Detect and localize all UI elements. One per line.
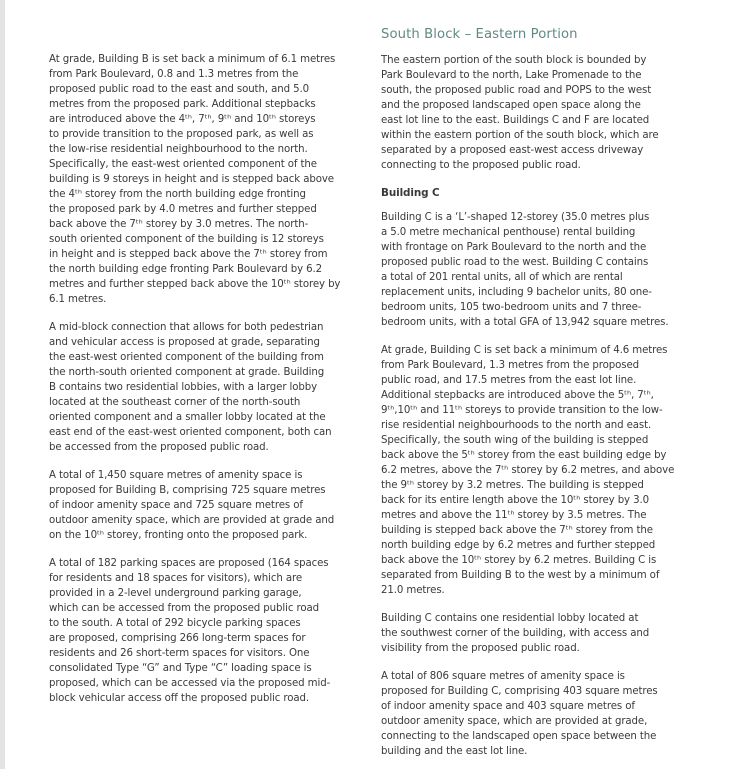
paragraph-building-b-parking: A total of 182 parking spaces are proposed (164 spaces for residents and 18 spaces for visitors), which are provided in a 2-level underground parking garage, which can be accessed from the proposed public road to the south. A total of 292 bicycle parking spaces are proposed, comprising 266 long-term spaces for residents and 26 short-term spaces for visitors. One consolidated Type “G” and Type “C” loading space is proposed, which can be accessed via the proposed mid- block vehicular access off the proposed public road.	[49, 558, 331, 704]
paragraph-building-b-amenity: A total of 1,450 square metres of amenity space is proposed for Building B, comprising 725 square metres of indoor amenity space and 725 square metres of outdoor amenity space, which are provided at grade and on the 10ᵗʰ storey, fronting onto the proposed park.	[49, 470, 335, 541]
section-heading: South Block – Eastern Portion	[381, 27, 578, 42]
paragraph-mid-block-connection: A mid-block connection that allows for both pedestrian and vehicular access is proposed at grade, separating the east-west oriented component of the building from the north-south oriented component at grade. Building B contains two residential lobbies, with a larger lobby located at the southeast corner of the north-south oriented component and a smaller lobby located at the east end of the east-west oriented component, both can be accessed from the proposed public road.	[49, 322, 332, 453]
subheading-building-c: Building C	[381, 187, 440, 199]
paragraph-building-c-overview: Building C is a ‘L’-shaped 12-storey (35.0 metres plus a 5.0 metre mechanical penthouse) rental building with frontage on Park Boulevard to the north and the proposed public road to the west. Building C contains a total of 201 rental units, all of which are rental replacement units, including 9 bachelor units, 80 one- bedroom units, 105 two-bedroom units and 7 three- bedroom units, with a total GFA of 13,942 square metres.	[381, 212, 669, 328]
left-column	[49, 52, 367, 719]
paragraph-building-c-amenity: A total of 806 square metres of amenity space is proposed for Building C, comprising 403 square metres of indoor amenity space and 403 square metres of outdoor amenity space, which are provided at grade, connecting to the landscaped open space between the building and the east lot line.	[381, 671, 658, 757]
paragraph-eastern-portion-intro: The eastern portion of the south block is bounded by Park Boulevard to the north, Lake Promenade to the south, the proposed public road and POPS to the west and the proposed landscaped open space along the east lot line to the east. Buildings C and F are located within the eastern portion of the south block, which are separated by a proposed east-west access driveway connecting to the proposed public road.	[381, 55, 659, 171]
right-column	[381, 53, 699, 772]
paragraph-building-c-setbacks: At grade, Building C is set back a minimum of 4.6 metres from Park Boulevard, 1.3 metres from the proposed public road, and 17.5 metres from the east lot line. Additional stepbacks are introduced above the 5ᵗʰ, 7ᵗʰ, 9ᵗʰ,10ᵗʰ and 11ᵗʰ storeys to provide transition to the low- rise residential neighbourhoods to the north and east. Specifically, the south wing of the building is stepped back above the 5ᵗʰ storey from the east building edge by 6.2 metres, above the 7ᵗʰ storey by 6.2 metres, and above the 9ᵗʰ storey by 3.2 metres. The building is stepped back for its entire length above the 10ᵗʰ storey by 3.0 metres and above the 11ᵗʰ storey by 3.5 metres. The building is stepped back above the 7ᵗʰ storey from the north building edge by 6.2 metres and further stepped back above the 10ᵗʰ storey by 6.2 metres. Building C is separated from Building B to the west by a minimum of 21.0 metres.	[381, 345, 675, 596]
page-edge-strip	[0, 0, 5, 769]
paragraph-building-b-setbacks: At grade, Building B is set back a minimum of 6.1 metres from Park Boulevard, 0.8 and 1.3 metres from the proposed public road to the east and south, and 5.0 metres from the proposed park. Additional stepbacks are introduced above the 4ᵗʰ, 7ᵗʰ, 9ᵗʰ and 10ᵗʰ storeys to provide transition to the proposed park, as well as the low-rise residential neighbourhood to the north. Specifically, the east-west oriented component of the building is 9 storeys in height and is stepped back above the 4ᵗʰ storey from the north building edge fronting the proposed park by 4.0 metres and further stepped back above the 7ᵗʰ storey by 3.0 metres. The north- south oriented component of the building is 12 storeys in height and is stepped back above the 7ᵗʰ storey from the north building edge fronting Park Boulevard by 6.2 metres and further stepped back above the 10ᵗʰ storey by 6.1 metres.	[49, 54, 341, 305]
paragraph-building-c-lobby: Building C contains one residential lobby located at the southwest corner of the building, with access and visibility from the proposed public road.	[381, 613, 650, 654]
